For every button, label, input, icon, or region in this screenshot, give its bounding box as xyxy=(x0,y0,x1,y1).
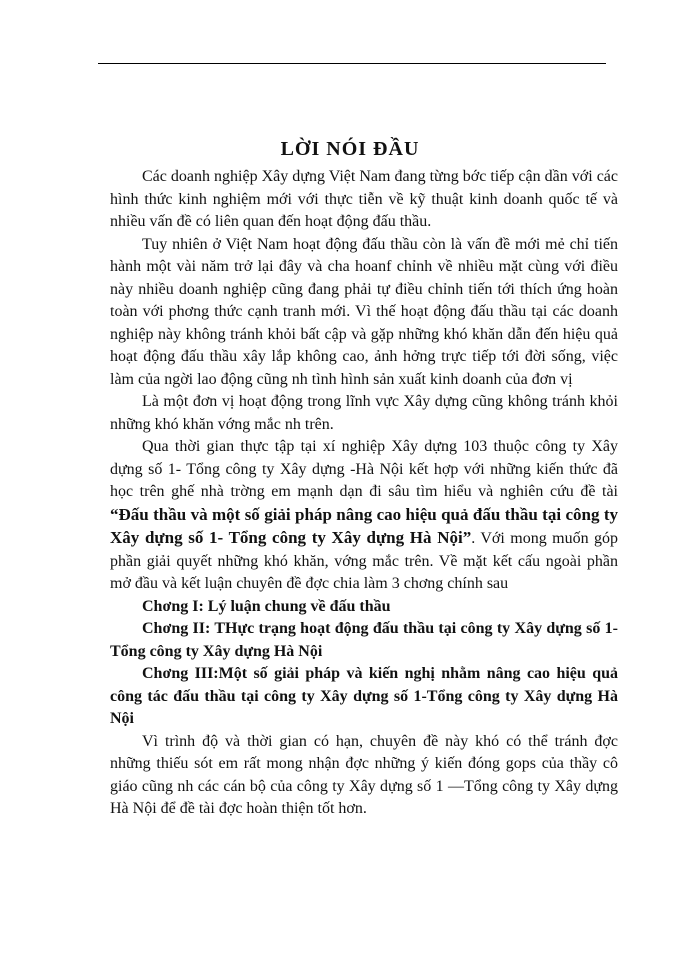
chapter-item: Chơng I: Lý luận chung về đấu thầu xyxy=(142,597,391,615)
document-body xyxy=(110,166,618,821)
topic-outro: . Với mong muốn góp phần giải quyết những khó khăn, vớng mắc trên. Về mặt kết cấu ngoài phần mở đầu và kết luận chuyên đề đợc chia làm 3 chơng chính sau xyxy=(110,530,618,592)
closing-paragraph: Vì trình độ và thời gian có hạn, chuyên đề này khó có thể tránh đợc những thiếu sót em rất mong nhận đợc những ý kiến đóng gops của thầy cô giáo cũng nh các cán bộ của công ty Xây dựng số 1 —Tổng công ty Xây dựng Hà Nội để đề tài đợc hoàn thiện tốt hơn. xyxy=(110,732,618,817)
paragraph: Tuy nhiên ở Việt Nam hoạt động đấu thầu còn là vấn đề mới mẻ chỉ tiến hành một vài năm trở lại đây và cha hoanf chỉnh về nhiều mặt cùng với điều này nhiều doanh nghiệp cũng đang phải tự điều chỉnh tiến tới thích ứng hoàn toàn với phơng thức cạnh tranh mới. Vì thế hoạt động đấu thầu tại các doanh nghiệp này không tránh khỏi bất cập và gặp những khó khăn dẫn đến hiệu quả hoạt động đấu thầu xây lắp không cao, ảnh hởng trực tiếp tới đời sống, việc làm của ngời lao động cũng nh tình hình sản xuất kinh doanh của đơn vị xyxy=(110,235,618,388)
header-rule xyxy=(98,63,606,64)
chapter-item: Chơng III:Một số giải pháp và kiến nghị nhằm nâng cao hiệu quả công tác đấu thầu tại công ty Xây dựng số 1-Tổng công ty Xây dựng Hà Nội xyxy=(110,665,618,727)
paragraph: Là một đơn vị hoạt động trong lĩnh vực Xây dựng cũng không tránh khỏi những khó khăn vớng mắc nh trên. xyxy=(110,393,618,433)
topic-intro: Qua thời gian thực tập tại xí nghiệp Xây dựng 103 thuộc công ty Xây dựng số 1- Tổng công ty Xây dựng -Hà Nội kết hợp với những kiến thức đã học trên ghế nhà trờng em mạnh dạn đi sâu tìm hiểu và nghiên cứu đề tài xyxy=(110,438,618,500)
chapter-item: Chơng II: THực trạng hoạt động đấu thầu tại công ty Xây dựng số 1-Tổng công ty Xây dựng Hà Nội xyxy=(110,620,618,660)
page-title: LỜI NÓI ĐẦU xyxy=(280,138,420,160)
paragraph-topic xyxy=(110,436,618,596)
topic-title: “Đấu thầu và một số giải pháp nâng cao hiệu quả đấu thầu tại công ty Xây dựng số 1- Tổng công ty Xây dựng Hà Nội” xyxy=(110,504,618,547)
paragraph: Các doanh nghiệp Xây dựng Việt Nam đang từng bớc tiếp cận dần với các hình thức kinh nghiệm mới với thực tiễn về kỹ thuật kinh doanh quốc tế và nhiều vấn đề có liên quan đến hoạt động đấu thầu. xyxy=(110,168,618,230)
